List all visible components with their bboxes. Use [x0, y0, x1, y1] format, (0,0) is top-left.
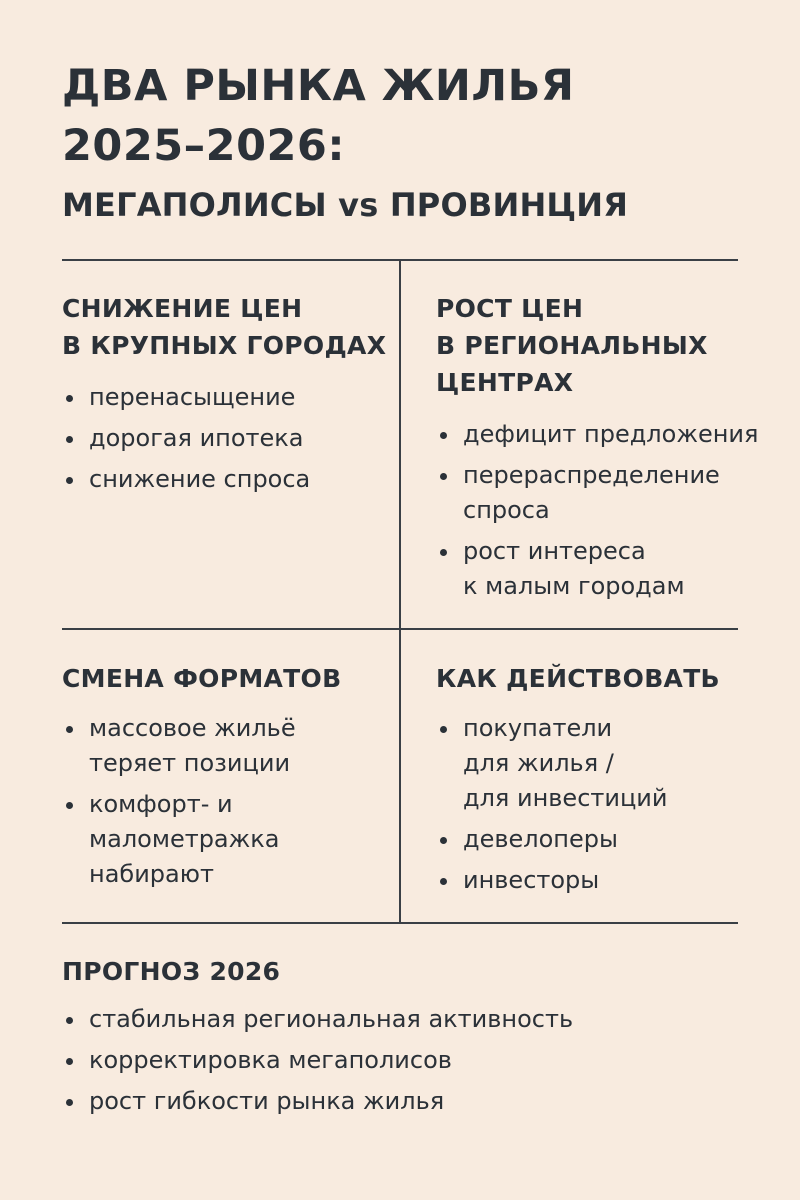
- list-item: корректировка мегаполисов: [62, 1043, 762, 1078]
- section-heading: СМЕНА ФОРМАТОВ: [62, 664, 342, 693]
- list-item: девелоперы: [436, 822, 800, 857]
- list-item: рост гибкости рынка жилья: [62, 1084, 762, 1119]
- list-item: массовое жильё теряет позиции: [62, 711, 398, 781]
- list-item: перераспределение спроса: [436, 458, 800, 528]
- section-price-decline: [62, 290, 398, 497]
- section-format-shift: [62, 660, 398, 892]
- bullet-list: [436, 417, 800, 604]
- section-heading: РОСТ ЦЕН В РЕГИОНАЛЬНЫХ ЦЕНТРАХ: [436, 294, 708, 397]
- title-line-1: ДВА РЫНКА ЖИЛЬЯ: [62, 61, 575, 111]
- list-item: снижение спроса: [62, 462, 398, 497]
- title-subtitle: МЕГАПОЛИСЫ vs ПРОВИНЦИЯ: [62, 186, 629, 224]
- list-item: дефицит предложения: [436, 417, 800, 452]
- section-heading: ПРОГНОЗ 2026: [62, 957, 281, 986]
- section-heading: КАК ДЕЙСТВОВАТЬ: [436, 664, 720, 693]
- divider-vertical: [399, 260, 401, 923]
- section-how-to-act: [436, 660, 800, 898]
- page-title: [62, 56, 782, 230]
- list-item: инвесторы: [436, 863, 800, 898]
- section-forecast: [62, 953, 762, 1119]
- bullet-list: [62, 380, 398, 497]
- section-price-growth: [436, 290, 800, 604]
- bullet-list: [62, 1002, 762, 1119]
- title-line-2: 2025–2026:: [62, 121, 346, 171]
- section-heading: СНИЖЕНИЕ ЦЕН В КРУПНЫХ ГОРОДАХ: [62, 294, 387, 360]
- bullet-list: [436, 711, 800, 898]
- list-item: стабильная региональная активность: [62, 1002, 762, 1037]
- list-item: покупатели для жилья / для инвестиций: [436, 711, 800, 816]
- list-item: дорогая ипотека: [62, 421, 398, 456]
- bullet-list: [62, 711, 398, 892]
- list-item: рост интереса к малым городам: [436, 534, 800, 604]
- list-item: комфорт- и малометражка набирают: [62, 787, 398, 892]
- list-item: перенасыщение: [62, 380, 398, 415]
